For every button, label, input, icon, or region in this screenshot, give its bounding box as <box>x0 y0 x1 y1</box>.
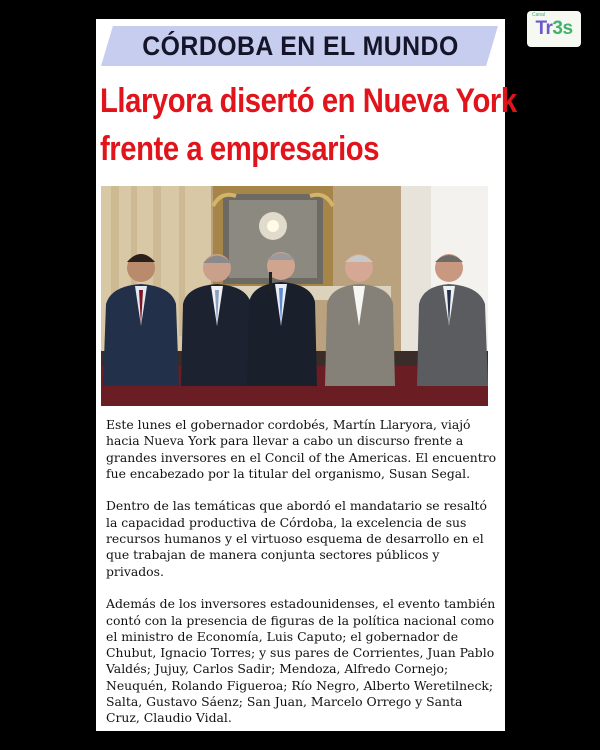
article-body <box>106 417 498 743</box>
section-title: CÓRDOBA EN EL MUNDO <box>142 31 459 61</box>
headline-line-1: Llaryora disertó en Nueva York <box>100 82 517 120</box>
channel-logo: Canal Tr3s <box>527 11 581 47</box>
headline-line-2: frente a empresarios <box>100 130 380 168</box>
article-photo <box>101 186 488 406</box>
article-paragraph: Dentro de las temáticas que abordó el mandatario se resaltó la capacidad productiva de Córdoba, la excelencia de sus recursos humanos y el virtuoso esquema de desarrollo en el que trabajan de manera conjunta sectores públicos y privados. <box>106 498 487 579</box>
article-paragraph: Además de los inversores estadounidenses, el evento también contó con la presencia de figuras de la política nacional como el ministro de Economía, Luis Caputo; el gobernador de Chubut, Ignacio Torres; y sus pares de Corrientes, Juan Pablo Valdés; Jujuy, Carlos Sadir; Mendoza, Alfredo Cornejo; Neuquén, Rolando Figueroa; Río Negro, Alberto Weretilneck; Salta, Gustavo Sáenz; San Juan, Marcelo Orrego y Santa Cruz, Claudio Vidal. <box>106 596 496 726</box>
article-paragraph: Este lunes el gobernador cordobés, Martín Llaryora, viajó hacia Nueva York para llevar a cabo un discurso frente a grandes inversores en el Concil of the Americas. El encuentro fue encabezado por la titular del organismo, Susan Segal. <box>106 417 497 481</box>
article-card <box>96 19 517 731</box>
headline <box>100 77 517 173</box>
